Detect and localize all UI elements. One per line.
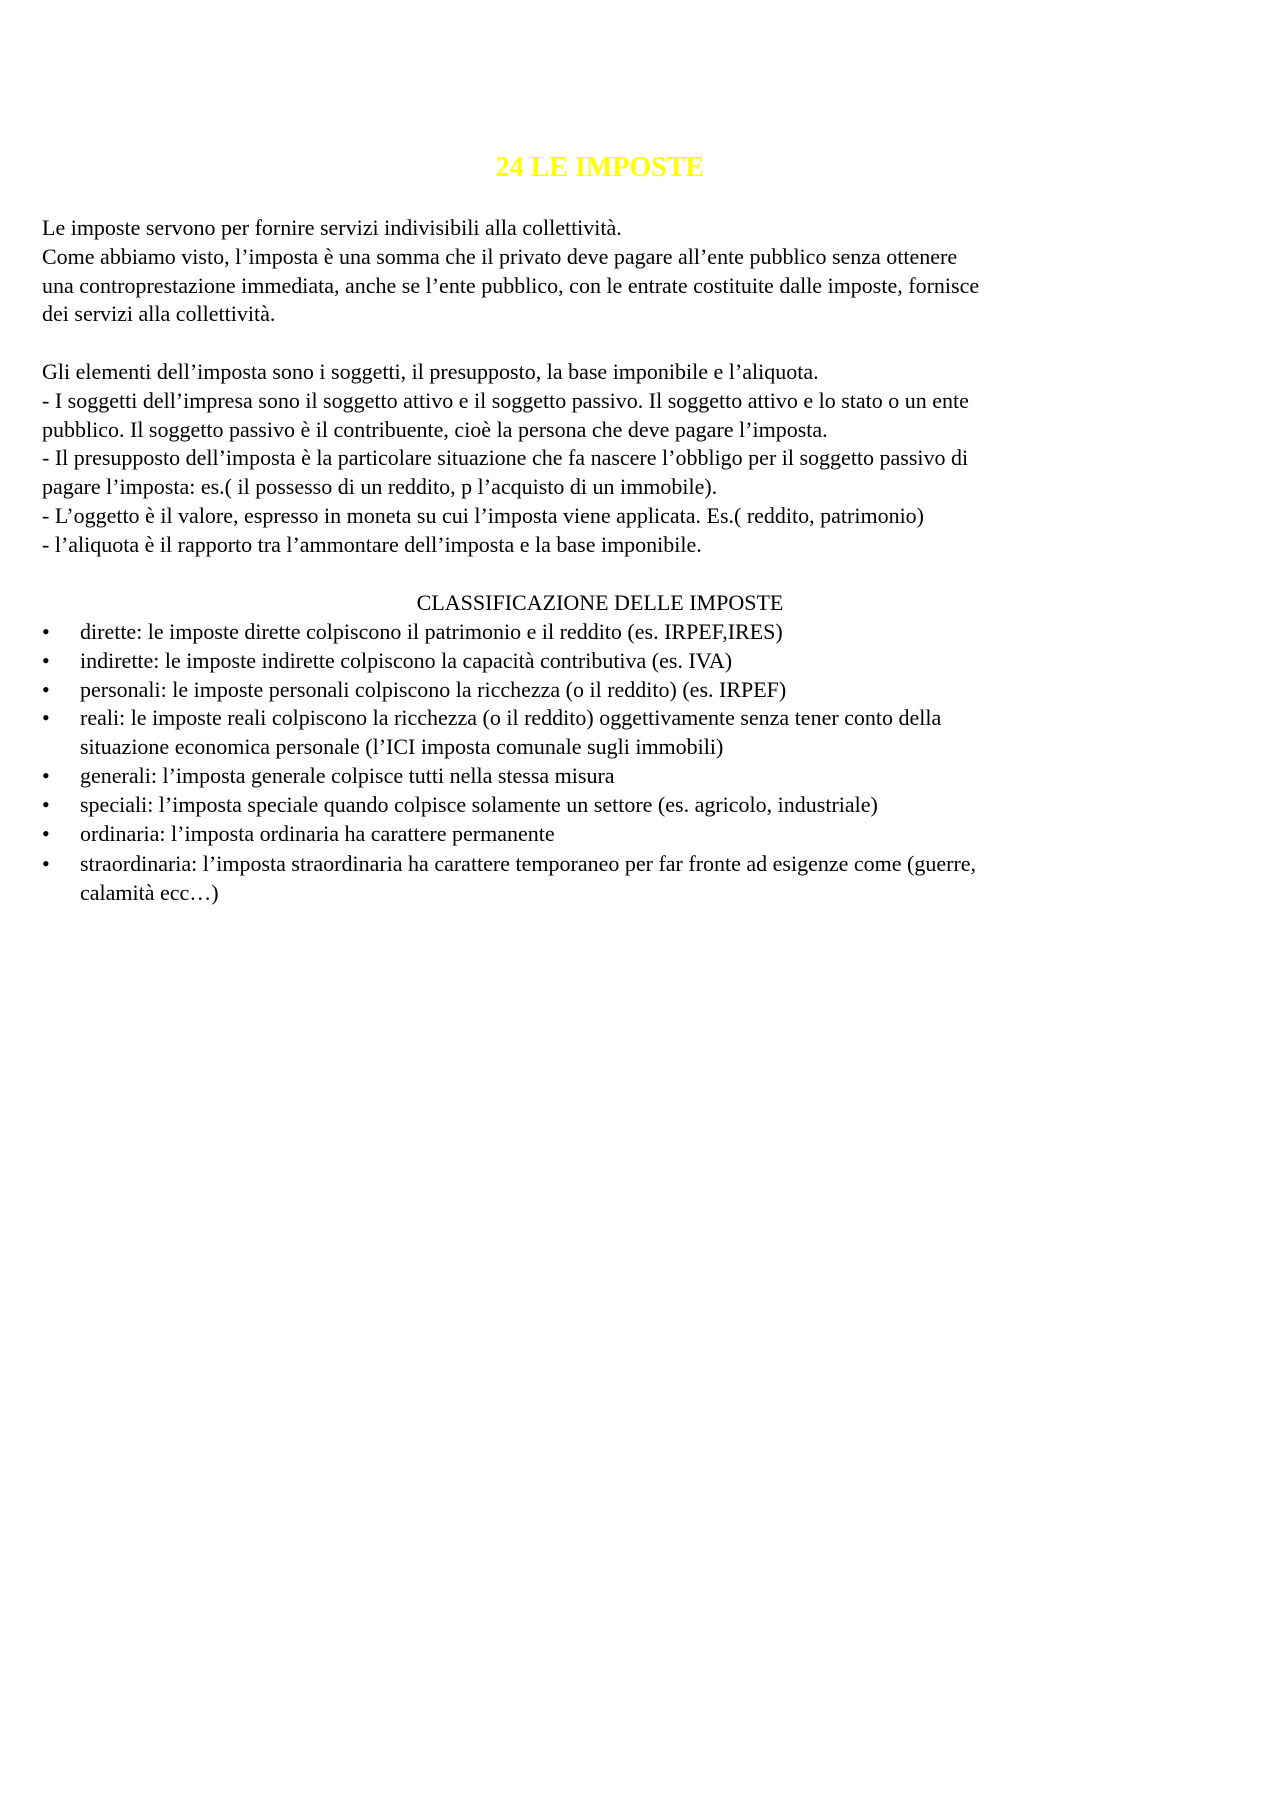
elements-line: - Il presupposto dell’imposta è la particolare situazione che fa nascere l’obbligo per il soggetto passivo di xyxy=(42,445,969,471)
bullet-icon: • xyxy=(42,820,50,846)
intro-line: una controprestazione immediata, anche se l’ente pubblico, con le entrate costituite dalle imposte, fornisce xyxy=(42,272,980,298)
list-item xyxy=(42,850,1192,908)
list-item xyxy=(42,762,1192,791)
list-item xyxy=(42,791,1192,820)
document-title: 24 LE IMPOSTE xyxy=(495,152,705,183)
elements-line: pubblico. Il soggetto passivo è il contribuente, cioè la persona che deve pagare l’imposta. xyxy=(42,416,828,442)
bullet-icon: • xyxy=(42,851,50,877)
bullet-icon: • xyxy=(42,791,50,817)
intro-paragraph xyxy=(42,214,1192,329)
list-item-text: ordinaria: l’imposta ordinaria ha carattere permanente xyxy=(80,820,555,846)
elements-line: Gli elementi dell’imposta sono i soggetti, il presupposto, la base imponibile e l’aliquota. xyxy=(42,359,819,384)
elements-line: - l’aliquota è il rapporto tra l’ammontare dell’imposta e la base imponibile. xyxy=(42,531,702,557)
list-item xyxy=(42,820,1192,849)
list-item-text: generali: l’imposta generale colpisce tutti nella stessa misura xyxy=(80,762,615,788)
intro-line: Le imposte servono per fornire servizi indivisibili alla collettività. xyxy=(42,215,622,240)
list-item-text: indirette: le imposte indirette colpiscono la capacità contributiva (es. IVA) xyxy=(80,647,733,673)
list-item-text: reali: le imposte reali colpiscono la ricchezza (o il reddito) oggettivamente senza tener conto della xyxy=(80,705,942,731)
bullet-icon: • xyxy=(42,647,50,673)
list-item-text: straordinaria: l’imposta straordinaria ha carattere temporaneo per far fronte ad esigenze come (guerre, xyxy=(80,851,977,877)
list-item-text: personali: le imposte personali colpiscono la ricchezza (o il reddito) (es. IRPEF) xyxy=(80,676,787,702)
intro-line: Come abbiamo visto, l’imposta è una somma che il privato deve pagare all’ente pubblico senza ottenere xyxy=(42,243,958,269)
bullet-icon: • xyxy=(42,676,50,702)
list-item xyxy=(42,704,1192,762)
elements-line: pagare l’imposta: es.( il possesso di un reddito, p l’acquisto di un immobile). xyxy=(42,474,718,500)
bullet-icon: • xyxy=(42,705,50,731)
classification-heading: CLASSIFICAZIONE DELLE IMPOSTE xyxy=(416,590,784,615)
list-item xyxy=(42,647,1192,676)
list-item-text: speciali: l’imposta speciale quando colpisce solamente un settore (es. agricolo, industriale) xyxy=(80,791,878,817)
list-item-text: calamità ecc…) xyxy=(80,880,219,906)
bullet-icon: • xyxy=(42,762,50,788)
list-item xyxy=(42,618,1192,647)
elements-paragraph xyxy=(42,358,1192,560)
list-item-text: dirette: le imposte dirette colpiscono il patrimonio e il reddito (es. IRPEF,IRES) xyxy=(80,619,783,644)
classification-list xyxy=(42,618,1192,908)
intro-line: dei servizi alla collettività. xyxy=(42,301,276,327)
elements-line: - L’oggetto è il valore, espresso in moneta su cui l’imposta viene applicata. Es.( reddito, patrimonio) xyxy=(42,502,925,528)
bullet-icon: • xyxy=(42,619,50,644)
elements-line: - I soggetti dell’impresa sono il soggetto attivo e il soggetto passivo. Il soggetto attivo e lo stato o un ente xyxy=(42,387,969,413)
list-item-text: situazione economica personale (l’ICI imposta comunale sugli immobili) xyxy=(80,734,724,760)
list-item xyxy=(42,676,1192,705)
